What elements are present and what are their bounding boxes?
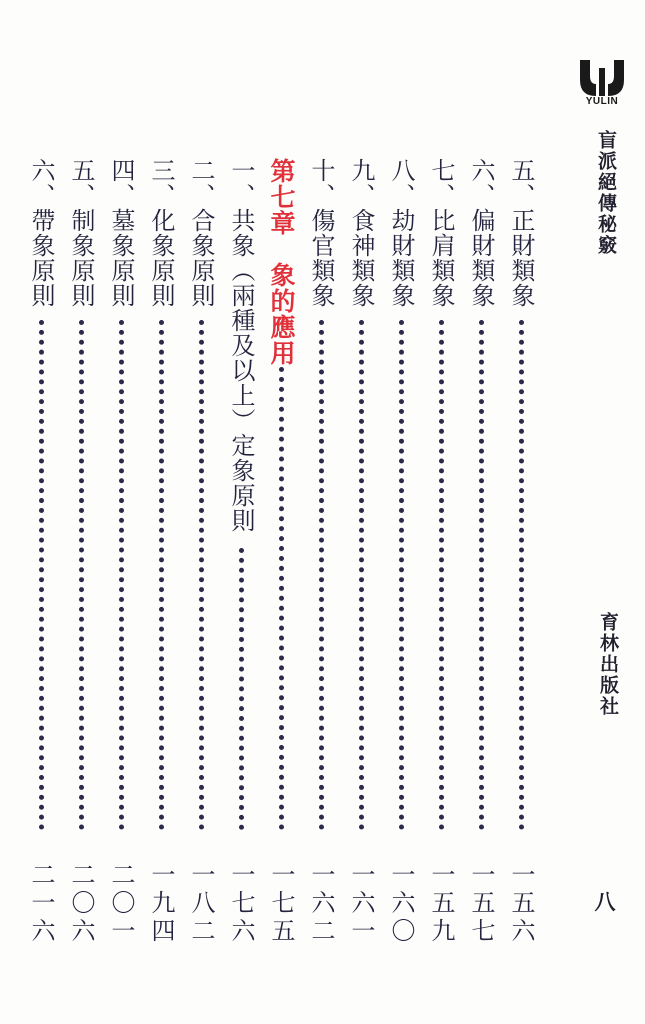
dot-leader <box>319 320 324 830</box>
toc-entry-page: 一五七 <box>467 862 495 946</box>
toc-entry-page: 一九四 <box>147 862 175 946</box>
page-number: 八 <box>594 889 616 914</box>
dot-leader <box>159 320 164 830</box>
dot-leader <box>199 320 204 830</box>
toc-entry-page: 一八二 <box>187 862 215 946</box>
toc-entry-page: 二一六 <box>27 862 55 946</box>
toc-entry[interactable] <box>384 158 418 946</box>
toc-entry-page: 二〇一 <box>107 862 135 946</box>
book-title: 盲派絕傳秘竅 <box>595 130 617 256</box>
dot-leader <box>439 320 444 830</box>
dot-leader <box>119 320 124 830</box>
toc-entry-title: 三、化象原則 <box>147 158 175 308</box>
toc-entry[interactable] <box>504 158 538 946</box>
toc-chapter-entry[interactable] <box>264 158 298 946</box>
toc-entry-title: 九、食神類象 <box>347 158 375 308</box>
toc-entry-title: 八、劫財類象 <box>387 158 415 308</box>
toc-entry-page: 一五六 <box>507 862 535 946</box>
dot-leader <box>39 320 44 830</box>
toc-entry[interactable] <box>224 158 258 946</box>
toc-entry-title: 七、比肩類象 <box>427 158 455 308</box>
toc-entry-page: 一五九 <box>427 862 455 946</box>
toc-entry[interactable] <box>424 158 458 946</box>
toc-entry[interactable] <box>304 158 338 946</box>
toc-entry[interactable] <box>104 158 138 946</box>
dot-leader <box>399 320 404 830</box>
toc-entry-title: 六、偏財類象 <box>467 158 495 308</box>
toc-entry[interactable] <box>344 158 378 946</box>
dot-leader <box>519 320 524 830</box>
toc-entry-title: 十、傷官類象 <box>307 158 335 308</box>
toc-entry-page: 一六二 <box>307 862 335 946</box>
toc-entry-page: 一七六 <box>227 862 255 946</box>
toc-entry-title: 五、正財類象 <box>507 158 535 308</box>
toc-entry-title: 六、帶象原則 <box>27 158 55 308</box>
toc-entry-page: 一六一 <box>347 862 375 946</box>
dot-leader <box>359 320 364 830</box>
toc-entry[interactable] <box>184 158 218 946</box>
toc-entry-title: 五、制象原則 <box>67 158 95 308</box>
dot-leader <box>479 320 484 830</box>
toc-entry[interactable] <box>24 158 58 946</box>
publisher-name: 育林出版社 <box>597 612 619 717</box>
logo-text: YULIN <box>585 96 619 107</box>
toc-entry-title: 四、墓象原則 <box>107 158 135 308</box>
toc-entry[interactable] <box>464 158 498 946</box>
dot-leader <box>79 320 84 830</box>
toc-entry-page: 一六〇 <box>387 862 415 946</box>
toc-entry-title: 二、合象原則 <box>187 158 215 308</box>
chapter-title: 第七章 象的應用 <box>267 158 296 366</box>
toc-entry[interactable] <box>144 158 178 946</box>
toc-entry-page: 一七五 <box>267 862 295 946</box>
dot-leader <box>279 367 284 830</box>
dot-leader <box>239 548 244 830</box>
toc-entry-page: 二〇六 <box>67 862 95 946</box>
toc-entry[interactable] <box>64 158 98 946</box>
toc-entry-title: 一、共象（兩種及以上）定象原則 <box>227 158 255 533</box>
